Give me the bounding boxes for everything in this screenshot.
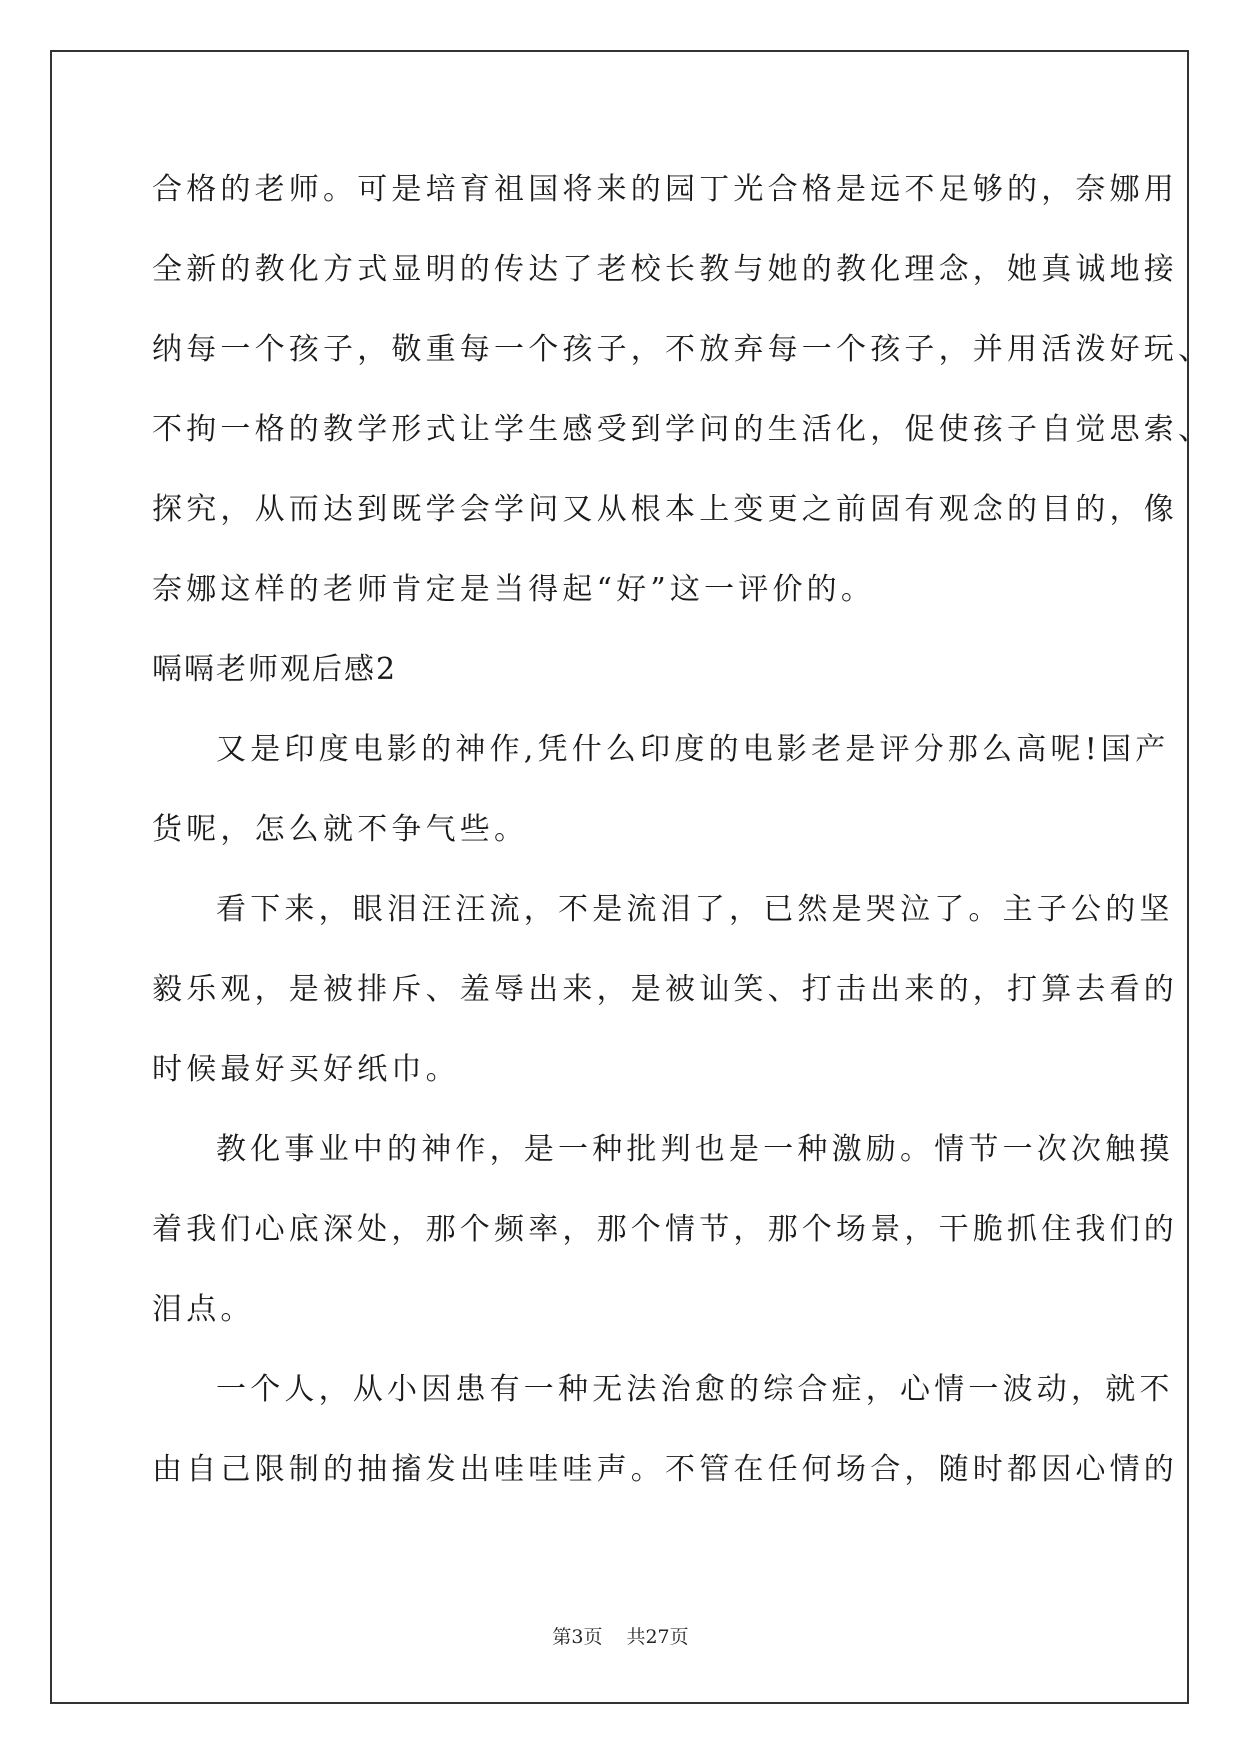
- paragraph-first-line: 教化事业中的神作，是一种批判也是一种激励。情节一次次触摸: [216, 1132, 1174, 1167]
- text-line: 纳每一个孩子，敬重每一个孩子，不放弃每一个孩子，并用活泼好玩、: [152, 332, 1213, 367]
- paragraph-first-line: 一个人，从小因患有一种无法治愈的综合症，心情一波动，就不: [216, 1372, 1174, 1407]
- paragraph-first-line: 又是印度电影的神作,凭什么印度的电影老是评分那么高呢!国产: [216, 732, 1170, 767]
- text-line: 货呢，怎么就不争气些。: [152, 812, 529, 847]
- section-heading: 嗝嗝老师观后感2: [152, 652, 398, 687]
- text-line: 着我们心底深处，那个频率，那个情节，那个场景，干脆抓住我们的: [152, 1212, 1178, 1247]
- text-line: 不拘一格的教学形式让学生感受到学问的生活化，促使孩子自觉思索、: [152, 412, 1213, 447]
- document-body: [152, 160, 1213, 1520]
- paragraph-first-line: 看下来，眼泪汪汪流，不是流泪了，已然是哭泣了。主子公的坚: [216, 892, 1174, 927]
- text-line: 毅乐观，是被排斥、羞辱出来，是被讪笑、打击出来的，打算去看的: [152, 972, 1178, 1007]
- text-line: 奈娜这样的老师肯定是当得起“好”这一评价的。: [152, 572, 876, 607]
- text-line: 探究，从而达到既学会学问又从根本上变更之前固有观念的目的，像: [152, 492, 1178, 527]
- text-line: 合格的老师。可是培育祖国将来的园丁光合格是远不足够的，奈娜用: [152, 172, 1178, 207]
- page-footer: [0, 1622, 1241, 1649]
- page-total: 共27页: [626, 1626, 689, 1648]
- text-line: 由自己限制的抽搐发出哇哇哇声。不管在任何场合，随时都因心情的: [152, 1452, 1178, 1487]
- text-line: 时候最好买好纸巾。: [152, 1052, 460, 1087]
- text-line: 全新的教化方式显明的传达了老校长教与她的教化理念，她真诚地接: [152, 252, 1178, 287]
- text-line: 泪点。: [152, 1292, 255, 1327]
- page-number: 第3页: [552, 1626, 603, 1648]
